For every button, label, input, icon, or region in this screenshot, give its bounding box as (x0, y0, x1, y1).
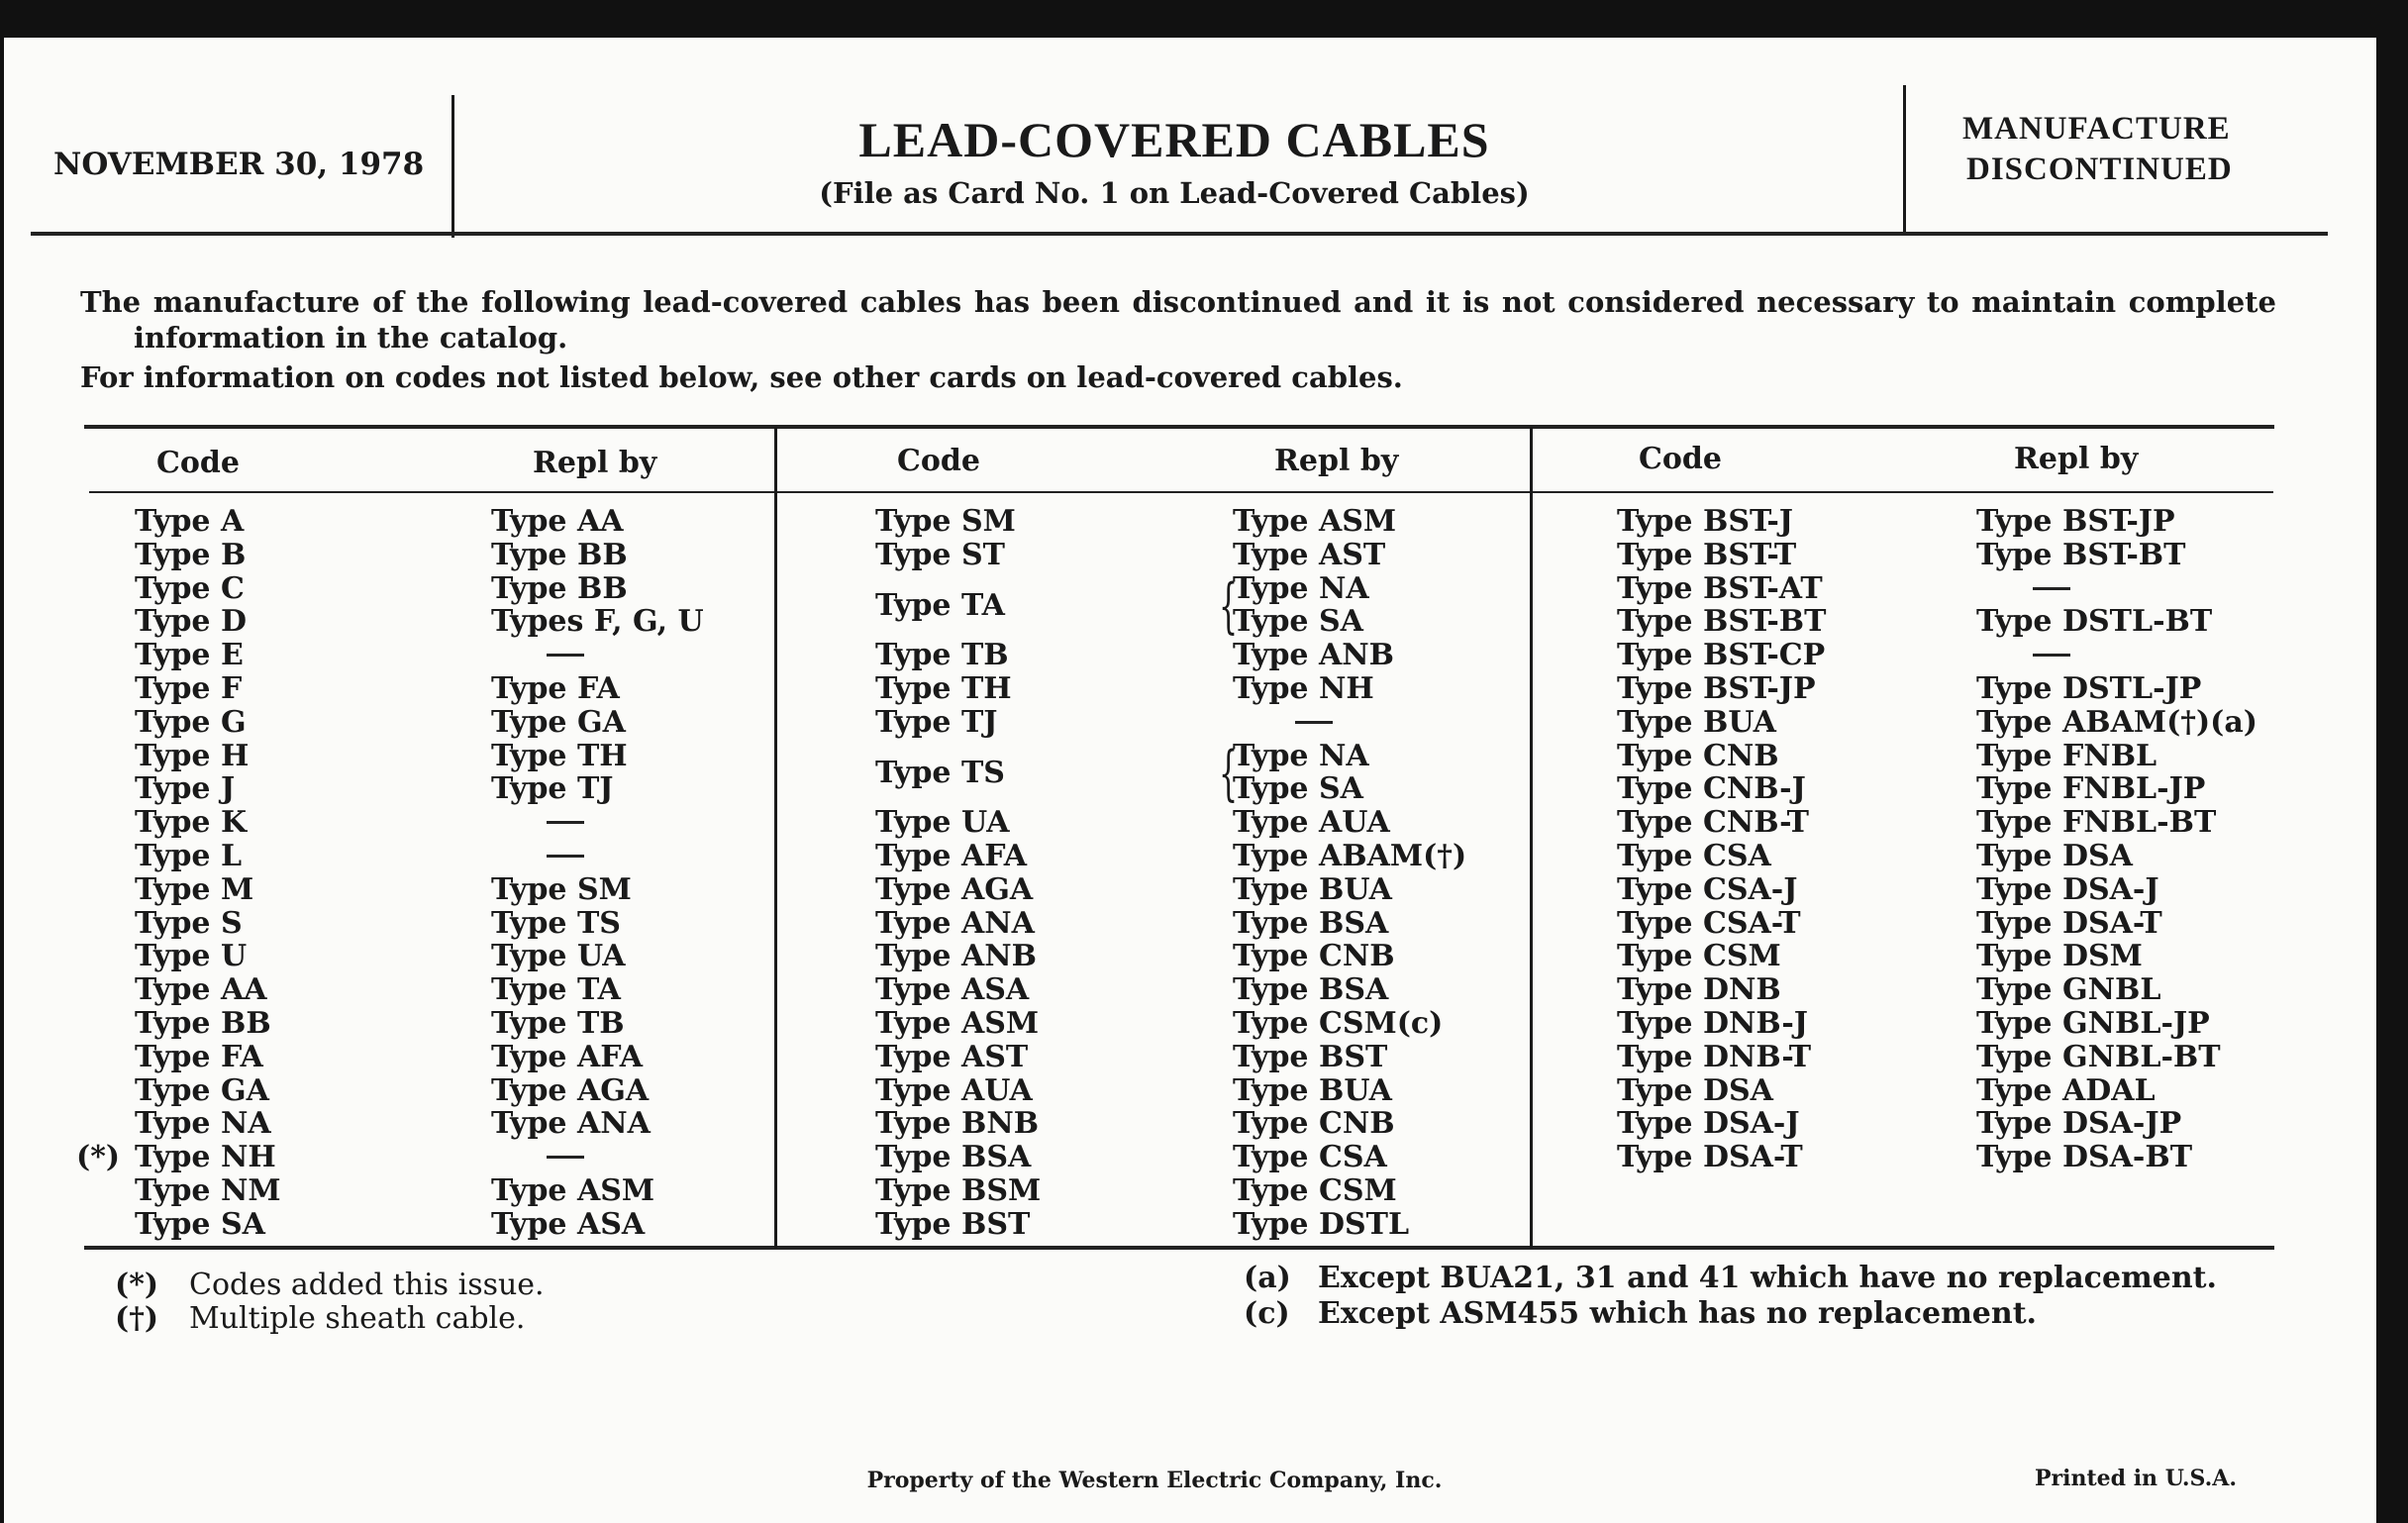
cable-code: Type K (135, 805, 248, 841)
cable-code: Type C (135, 570, 245, 606)
replacement-code: Type ANB (1233, 638, 1395, 673)
printed-notice: Printed in U.S.A. (2035, 1466, 2238, 1491)
intro-line-2: information in the catalog. (134, 321, 568, 355)
replacement-code: Type AST (1233, 537, 1386, 572)
cable-code: Type DSA-J (1617, 1106, 1800, 1142)
cable-code: Type ASA (875, 972, 1030, 1008)
cable-code: Type TB (875, 638, 1009, 673)
cable-code: Type J (135, 771, 236, 807)
replacement-code: Type BB (491, 570, 628, 606)
cable-code: Type NH (135, 1140, 276, 1175)
replacement-code: Type BSA (1233, 972, 1389, 1008)
cable-code: Type DNB-T (1617, 1039, 1812, 1074)
cable-code: Type S (135, 905, 243, 941)
cable-code: Type DSA-T (1617, 1140, 1803, 1175)
footnote-text: Except BUA21, 31 and 41 which have no replacement. (1318, 1261, 2217, 1295)
brace-icon: { (1219, 738, 1239, 808)
replacement-code: Type DSTL (1233, 1206, 1410, 1242)
cable-code: Type TH (875, 671, 1012, 706)
code-header: Code (897, 444, 980, 478)
cable-code: Type CSA (1617, 839, 1771, 873)
replacement-code: Type CSA (1233, 1140, 1387, 1175)
cable-code: Type NA (135, 1106, 271, 1142)
replacement-code: Type AA (491, 504, 624, 539)
cable-code: Type UA (875, 805, 1010, 841)
cable-code: Type CSM (1617, 939, 1781, 974)
page-subtitle: (File as Card No. 1 on Lead-Covered Cables) (819, 176, 1530, 210)
cable-code: Type E (135, 638, 244, 673)
cable-code: Type BST-AT (1617, 570, 1823, 606)
replacement-code: Type GNBL-JP (1976, 1006, 2210, 1041)
cable-code: Type DNB (1617, 972, 1781, 1008)
replacement-code: Type ABAM(†) (1233, 839, 1467, 873)
cable-code: Type H (135, 738, 250, 773)
no-replacement-dash (547, 855, 584, 858)
replacement-code: Type TS (491, 905, 621, 941)
no-replacement-dash (547, 821, 584, 824)
replacement-code: Type SA (1233, 771, 1363, 807)
replacement-code: Type BUA (1233, 871, 1392, 907)
cable-code: Type BST-BT (1617, 604, 1827, 640)
replacement-code: Type FNBL (1976, 738, 2157, 773)
issue-date: NOVEMBER 30, 1978 (53, 147, 425, 182)
cable-code: Type DNB-J (1617, 1006, 1808, 1041)
intro-line-1: The manufacture of the following lead-covered cables has been discontinued and it is not considered necessary to maintain complete (80, 285, 2276, 319)
footnote-mark: (*) (115, 1268, 159, 1302)
replacement-code: Type ABAM(†)(a) (1976, 704, 2258, 740)
replacement-code: Type BB (491, 537, 628, 572)
cable-code: Type F (135, 671, 243, 706)
cable-code: Type AST (875, 1039, 1029, 1074)
cable-code: Type BST-JP (1617, 671, 1816, 706)
replacement-code: Types F, G, U (491, 604, 704, 640)
property-notice: Property of the Western Electric Company, Inc. (866, 1468, 1443, 1493)
table-top-rule (84, 425, 2274, 429)
replacement-code: Type BST-JP (1976, 504, 2175, 539)
cable-code: Type NM (135, 1173, 281, 1208)
table-bottom-rule (84, 1246, 2274, 1250)
no-replacement-dash (1295, 721, 1333, 724)
replacement-code: Type FNBL-BT (1976, 805, 2217, 841)
cable-code: Type BST-T (1617, 537, 1797, 572)
cable-code: Type D (135, 604, 247, 640)
cable-code: Type ANB (875, 939, 1038, 974)
cable-code: Type CNB (1617, 738, 1779, 773)
cable-code: Type BST-CP (1617, 638, 1826, 673)
replacement-code: Type AGA (491, 1072, 650, 1108)
footnote-mark: (a) (1244, 1261, 1291, 1295)
cable-code: Type SM (875, 504, 1016, 539)
replacement-code: Type DSTL-JP (1976, 671, 2202, 706)
replacement-code: Type ASA (491, 1206, 646, 1242)
replacement-code: Type DSA-T (1976, 905, 2162, 941)
cable-code: Type A (135, 504, 245, 539)
cable-code: Type ST (875, 537, 1005, 572)
replacement-code: Type CSM(c) (1233, 1006, 1444, 1041)
footnote-text: Multiple sheath cable. (189, 1301, 526, 1336)
cable-code: Type ASM (875, 1006, 1040, 1041)
replacement-code: Type CSM (1233, 1173, 1397, 1208)
cable-code: Type AUA (875, 1072, 1033, 1108)
cable-code: Type BST (875, 1206, 1031, 1242)
intro-line-3: For information on codes not listed below, see other cards on lead-covered cables. (80, 360, 1403, 394)
replacement-code: Type GNBL (1976, 972, 2161, 1008)
replacement-code: Type GNBL-BT (1976, 1039, 2221, 1074)
header-divider (452, 95, 454, 238)
cable-code: Type TS (875, 755, 1005, 790)
cable-code: Type B (135, 537, 247, 572)
replacement-code: Type ASM (1233, 504, 1397, 539)
footnote-text: Except ASM455 which has no replacement. (1318, 1296, 2038, 1331)
footnote-mark: (†) (115, 1301, 159, 1336)
replacement-code: Type TJ (491, 771, 614, 807)
code-header: Code (1639, 442, 1722, 476)
cable-code: Type TJ (875, 704, 998, 740)
cable-code: Type BUA (1617, 704, 1776, 740)
replacement-code: Type CNB (1233, 1106, 1395, 1142)
repl-header: Repl by (533, 446, 657, 480)
replacement-code: Type UA (491, 939, 626, 974)
replacement-code: Type ASM (491, 1173, 655, 1208)
replacement-code: Type GA (491, 704, 626, 740)
replacement-code: Type NH (1233, 671, 1374, 706)
cable-code: Type FA (135, 1039, 263, 1074)
table-header-rule (89, 491, 2273, 493)
cable-code: Type AFA (875, 839, 1028, 873)
replacement-code: Type DSA-J (1976, 871, 2159, 907)
cable-code: Type CSA-J (1617, 871, 1798, 907)
cable-code: Type U (135, 939, 248, 974)
replacement-code: Type TB (491, 1006, 625, 1041)
cable-code: Type G (135, 704, 247, 740)
replacement-code: Type AFA (491, 1039, 644, 1074)
repl-header: Repl by (1274, 444, 1399, 478)
header-divider (1903, 85, 1906, 232)
cable-code: Type DSA (1617, 1072, 1773, 1108)
cable-code: Type M (135, 871, 254, 907)
replacement-code: Type SM (491, 871, 632, 907)
cable-code: Type TA (875, 587, 1005, 623)
replacement-code: Type SA (1233, 604, 1363, 640)
cable-code: Type BNB (875, 1106, 1040, 1142)
code-header: Code (156, 446, 240, 480)
replacement-code: Type FA (491, 671, 620, 706)
replacement-code: Type AUA (1233, 805, 1390, 841)
cable-code: Type SA (135, 1206, 265, 1242)
replacement-code: Type NA (1233, 570, 1369, 606)
cable-code: Type AA (135, 972, 267, 1008)
replacement-code: Type ANA (491, 1106, 651, 1142)
replacement-code: Type DSM (1976, 939, 2143, 974)
cable-code: Type CNB-J (1617, 771, 1806, 807)
replacement-code: Type BST-BT (1976, 537, 2186, 572)
replacement-code: Type DSTL-BT (1976, 604, 2213, 640)
replacement-code: Type ADAL (1976, 1072, 2156, 1108)
column-divider (1530, 427, 1533, 1248)
cable-code: Type AGA (875, 871, 1034, 907)
cable-code: Type ANA (875, 905, 1035, 941)
replacement-code: Type DSA-BT (1976, 1140, 2193, 1175)
cable-code: Type L (135, 839, 243, 873)
cable-code: Type BSM (875, 1173, 1042, 1208)
replacement-code: Type DSA-JP (1976, 1106, 2182, 1142)
replacement-code: Type NA (1233, 738, 1369, 773)
footnote-text: Codes added this issue. (189, 1268, 545, 1302)
replacement-code: Type BUA (1233, 1072, 1392, 1108)
replacement-code: Type BSA (1233, 905, 1389, 941)
column-divider (774, 427, 777, 1248)
no-replacement-dash (547, 1156, 584, 1159)
page-title: LEAD-COVERED CABLES (858, 112, 1490, 167)
header-rule (31, 232, 2328, 236)
cable-code: Type CNB-T (1617, 805, 1809, 841)
brace-icon: { (1219, 570, 1239, 641)
no-replacement-dash (2033, 654, 2070, 657)
replacement-code: Type TA (491, 972, 621, 1008)
added-mark: (*) (76, 1140, 121, 1175)
replacement-code: Type TH (491, 738, 628, 773)
replacement-code: Type BST (1233, 1039, 1388, 1074)
cable-code: Type BB (135, 1006, 271, 1041)
cable-code: Type BST-J (1617, 504, 1793, 539)
no-replacement-dash (2033, 587, 2070, 590)
status-line-2: DISCONTINUED (1966, 152, 2233, 187)
repl-header: Repl by (2014, 442, 2139, 476)
replacement-code: Type CNB (1233, 939, 1395, 974)
replacement-code: Type DSA (1976, 839, 2133, 873)
status-line-1: MANUFACTURE (1962, 111, 2231, 147)
cable-code: Type GA (135, 1072, 269, 1108)
no-replacement-dash (547, 654, 584, 657)
replacement-code: Type FNBL-JP (1976, 771, 2206, 807)
cable-code: Type CSA-T (1617, 905, 1801, 941)
cable-code: Type BSA (875, 1140, 1032, 1175)
footnote-mark: (c) (1244, 1296, 1290, 1331)
